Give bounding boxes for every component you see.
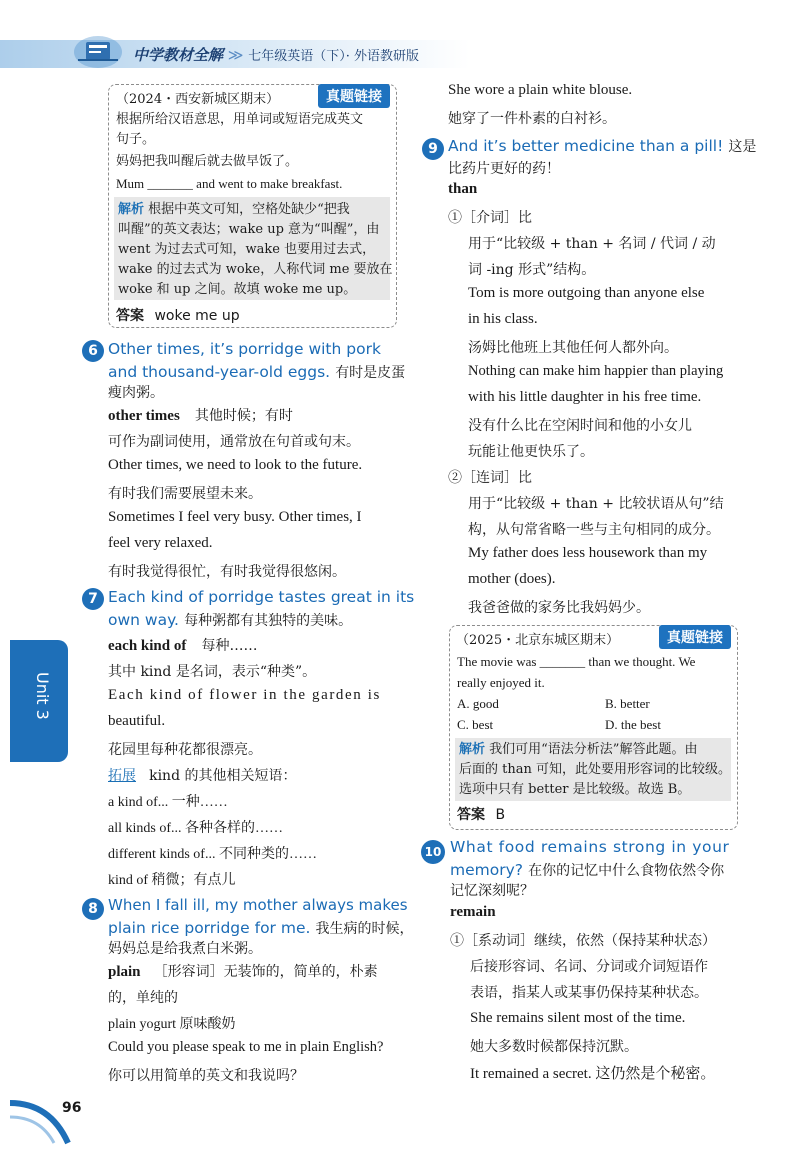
- box2-answer: [457, 804, 505, 824]
- item9-ex2-cn-1: 没有什么比在空闲时间和他的小女儿: [468, 418, 692, 434]
- item7-ext-3: different kinds of... 不同种类的……: [108, 847, 317, 862]
- item9-word: than: [448, 181, 478, 197]
- box1-instruction-1: 根据所给汉语意思，用单词或短语完成英文: [116, 112, 364, 127]
- item9-ex1-cn: 汤姆比他班上其他任何人都外向。: [468, 340, 678, 356]
- right-top-en: She wore a plain white blouse.: [448, 82, 633, 98]
- item8-word: plain: [108, 964, 141, 980]
- item7-ex-en-1: Each kind of flower in the garden is: [108, 687, 381, 703]
- item10-head-1: What food remains strong in your: [450, 838, 730, 856]
- item6-head-line-2: [108, 362, 405, 382]
- box2-source: （2025・北京东城区期末）: [456, 633, 620, 648]
- item9-ex2-en-2: with his little daughter in his free time.: [468, 389, 702, 405]
- item9-ex3-en-2: mother (does).: [468, 571, 556, 587]
- item9-sense1-note-1: 用于“比较级 + than + 名词 / 代词 / 动: [468, 236, 716, 252]
- box2-analysis-line-2: 后面的 than 可知，此处要用形容词的比较级。: [459, 762, 731, 777]
- item9-sense1: ①［介词］比: [448, 210, 532, 226]
- item7-ext-4: kind of 稍微；有点儿: [108, 873, 236, 888]
- box1-source: （2024・西安新城区期末）: [116, 92, 280, 107]
- item7-note: 其中 kind 是名词，表示“种类”。: [108, 664, 317, 680]
- box2-analysis-label: 解析: [459, 742, 486, 757]
- item6-head-2: and thousand-year-old eggs.: [108, 363, 331, 381]
- item9-sense1-note-2: 词 -ing 形式”结构。: [468, 262, 596, 278]
- item9-ex2-en-1: Nothing can make him happier than playing: [468, 363, 724, 379]
- item9-sense2-note-1: 用于“比较级 + than + 比较状语从句”结: [468, 496, 724, 512]
- box1-analysis-line-3: went 为过去式可知，wake 也要用过去式，: [118, 242, 376, 257]
- book-subject: 七年级英语（下）· 外语教研版: [248, 49, 420, 64]
- item6-ex1-en: Other times, we need to look to the future.: [108, 457, 363, 473]
- item6-head-cn-2: 瘦肉粥。: [108, 385, 164, 401]
- item10-ex1-en: She remains silent most of the time.: [470, 1010, 686, 1026]
- item6-ex1-cn: 有时我们需要展望未来。: [108, 486, 262, 502]
- item-number-8: 8: [82, 898, 104, 920]
- item7-phrase-line: [108, 635, 257, 655]
- item9-ex1-en-1: Tom is more outgoing than anyone else: [468, 285, 705, 301]
- item6-phrase-cn: 其他时候；有时: [194, 408, 293, 424]
- box2-analysis-text-1: 我们可用“语法分析法”解答此题。由: [489, 742, 698, 757]
- book-logo-icon: [72, 30, 124, 70]
- item9-head-cn-1: 这是: [728, 139, 757, 155]
- item7-head-1: Each kind of porridge tastes great in its: [108, 588, 415, 606]
- item9-head-1: And it’s better medicine than a pill!: [448, 137, 724, 155]
- item7-ext-text: kind 的其他相关短语：: [149, 768, 297, 784]
- item8-ex2-cn: 你可以用简单的英文和我说吗？: [108, 1068, 304, 1084]
- box2-option-b: B. better: [605, 696, 650, 711]
- item-number-6: 6: [82, 340, 104, 362]
- box1-analysis-line-2: 叫醒”的英文表达；wake up 意为“叫醒”，由: [118, 222, 380, 237]
- item9-ex1-en-2: in his class.: [468, 311, 538, 327]
- item8-def-1: ［形容词］无装饰的，简单的，朴素: [153, 964, 378, 980]
- box2-analysis-line-1: [459, 740, 697, 760]
- item8-head-cn-2: 妈妈总是给我煮白米粥。: [108, 941, 262, 957]
- box2-option-c: C. best: [457, 717, 494, 732]
- page-number: 96: [62, 1100, 82, 1116]
- item6-ex2-en-1: Sometimes I feel very busy. Other times, I: [108, 509, 362, 525]
- box1-answer-label: 答案: [116, 308, 144, 324]
- box1-analysis-line-4: wake 的过去式为 woke，人称代词 me 要放在: [118, 262, 393, 277]
- item10-sense1-3: 表语，指某人或某事仍保持某种状态。: [470, 985, 708, 1001]
- item7-ext-1: a kind of... 一种……: [108, 795, 228, 810]
- item8-word-line: [108, 961, 378, 981]
- item7-phrase: each kind of: [108, 638, 187, 654]
- book-title: 中学教材全解: [133, 46, 224, 64]
- item7-ex-en-2: beautiful.: [108, 713, 166, 729]
- item8-def-2: 的，单纯的: [108, 990, 178, 1006]
- box1-tag: 真题链接: [318, 84, 390, 108]
- box2-analysis-line-3: 选项中只有 better 是比较级。故选 B。: [459, 782, 691, 797]
- box2-option-a: A. good: [457, 696, 499, 711]
- item9-head-line-1: [448, 136, 756, 156]
- box1-sentence: Mum _______ and went to make breakfast.: [116, 176, 343, 191]
- item-number-7: 7: [82, 588, 104, 610]
- item9-sense2-note-2: 构，从句常省略一些与主句相同的成分。: [468, 522, 720, 538]
- item9-ex2-cn-2: 玩能让他更快乐了。: [468, 444, 594, 460]
- item10-head-line-2: [450, 860, 724, 880]
- item7-head-2: own way.: [108, 611, 179, 629]
- box2-question-2: really enjoyed it.: [457, 675, 545, 690]
- box2-answer-value: B: [495, 807, 506, 823]
- box1-analysis-label: 解析: [118, 202, 145, 217]
- box1-instruction-2: 句子。: [116, 132, 156, 147]
- box2-option-d: D. the best: [605, 717, 661, 732]
- item10-sense1-1: ①［系动词］继续，依然（保持某种状态）: [450, 933, 716, 949]
- item6-ex2-en-2: feel very relaxed.: [108, 535, 213, 551]
- box1-chinese: 妈妈把我叫醒后就去做早饭了。: [116, 154, 299, 169]
- item6-head-cn-1: 有时是皮蛋: [335, 365, 406, 381]
- box1-analysis-line-1: [118, 200, 350, 220]
- item8-head-2: plain rice porridge for me.: [108, 919, 311, 937]
- item10-head-2: memory?: [450, 861, 523, 879]
- item10-head-cn-2: 记忆深刻呢？: [450, 883, 534, 899]
- item-number-9: 9: [422, 138, 444, 160]
- unit-side-tab-label: Unit 3: [33, 672, 52, 720]
- item8-ex2-en: Could you please speak to me in plain English?: [108, 1039, 384, 1055]
- item7-ext-label: 拓展: [108, 768, 136, 784]
- item7-ext-line: [108, 765, 296, 785]
- item9-head-cn-2: 比药片更好的药！: [448, 161, 560, 177]
- box1-analysis-text-1: 根据中英文可知，空格处缺少“把我: [148, 202, 350, 217]
- item6-note: 可作为副词使用，通常放在句首或句末。: [108, 434, 360, 450]
- item10-ex1-cn: 她大多数时候都保持沉默。: [470, 1039, 638, 1055]
- item10-word: remain: [450, 904, 496, 920]
- item6-phrase: other times: [108, 408, 180, 424]
- item6-ex2-cn: 有时我觉得很忙，有时我觉得很悠闲。: [108, 564, 346, 580]
- box1-answer-value: woke me up: [154, 308, 240, 324]
- item7-head-line-2: [108, 610, 352, 630]
- box2-answer-label: 答案: [457, 807, 485, 823]
- box2-tag: 真题链接: [659, 625, 731, 649]
- item9-sense2: ②［连词］比: [448, 470, 532, 486]
- item8-head-line-2: [108, 918, 414, 938]
- item6-head-1: Other times, it’s porridge with pork: [108, 340, 381, 358]
- item7-ex-cn: 花园里每种花都很漂亮。: [108, 742, 262, 758]
- item10-ex2: It remained a secret. 这仍然是个秘密。: [470, 1066, 716, 1082]
- item7-phrase-cn: 每种……: [201, 638, 258, 654]
- item8-ex1: plain yogurt 原味酸奶: [108, 1017, 236, 1032]
- item10-head-cn-1: 在你的记忆中什么食物依然令你: [528, 863, 725, 879]
- box2-question-1: The movie was _______ than we thought. We: [457, 654, 696, 669]
- item9-ex3-en-1: My father does less housework than my: [468, 545, 708, 561]
- item6-phrase-line: [108, 405, 293, 425]
- item8-head-cn-1: 我生病的时候，: [315, 921, 414, 937]
- item7-head-cn: 每种粥都有其独特的美味。: [184, 613, 353, 629]
- item-number-10: 10: [421, 840, 445, 864]
- header-title: 中学教材全解 ≫ 七年级英语（下）· 外语教研版: [133, 46, 420, 64]
- item9-ex3-cn: 我爸爸做的家务比我妈妈少。: [468, 600, 650, 616]
- item7-ext-2: all kinds of... 各种各样的……: [108, 821, 283, 836]
- item8-head-1: When I fall ill, my mother always makes: [108, 896, 408, 914]
- item10-sense1-2: 后接形容词、名词、分词或介词短语作: [470, 959, 708, 975]
- right-top-cn: 她穿了一件朴素的白衬衫。: [448, 111, 616, 127]
- box1-analysis-line-5: woke 和 up 之间。故填 woke me up。: [118, 282, 357, 297]
- box1-answer: [116, 305, 240, 325]
